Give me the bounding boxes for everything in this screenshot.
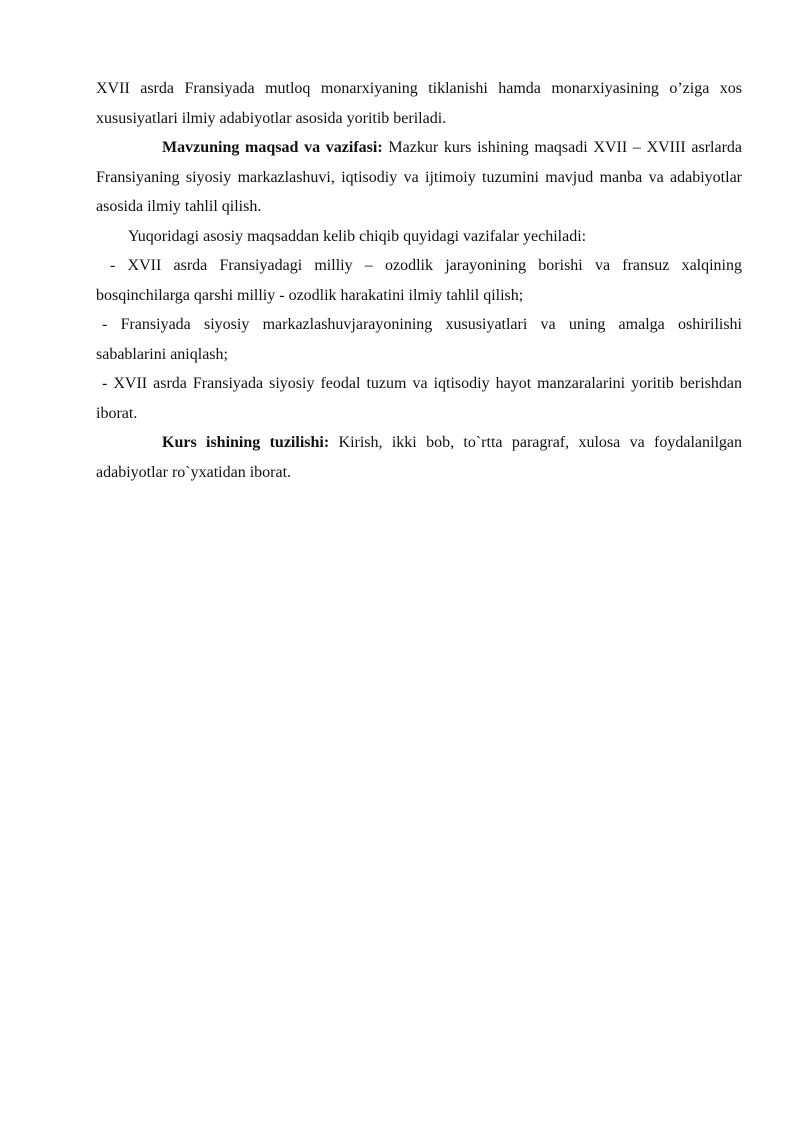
aim-paragraph xyxy=(96,133,742,222)
aim-label: Mavzuning maqsad va vazifasi: xyxy=(162,139,383,156)
structure-paragraph xyxy=(96,428,742,487)
task-item-3: - XVII asrda Fransiyada siyosiy feodal tuzum va iqtisodiy hayot manzaralarini yoritib berishdan iborat. xyxy=(96,375,742,422)
task-item-1: - XVII asrda Fransiyadagi milliy – ozodlik jarayonining borishi va fransuz xalqining bosqinchilarga qarshi milliy - ozodlik harakatini ilmiy tahlil qilish; xyxy=(96,257,742,304)
task-item-2: - Fransiyada siyosiy markazlashuvjarayonining xususiyatlari va uning amalga oshirilishi sabablarini aniqlash; xyxy=(96,316,742,363)
tasks-intro-paragraph: Yuqoridagi asosiy maqsaddan kelib chiqib quyidagi vazifalar yechiladi: xyxy=(128,227,587,245)
structure-label: Kurs ishining tuzilishi: xyxy=(162,434,330,451)
structure-text: Kirish, ikki bob, to`rtta paragraf, xulosa va foydalanilgan adabiyotlar ro`yxatidan iborat. xyxy=(96,434,742,481)
intro-paragraph: XVII asrda Fransiyada mutloq monarxiyaning tiklanishi hamda monarxiyasining o’ziga xos xususiyatlari ilmiy adabiyotlar asosida yoritib beriladi. xyxy=(96,80,742,127)
document-page xyxy=(96,74,742,487)
aim-text: Mazkur kurs ishining maqsadi XVII – XVIII asrlarda Fransiyaning siyosiy markazlashuvi, iqtisodiy va ijtimoiy tuzumini mavjud manba va adabiyotlar asosida ilmiy tahlil qilish. xyxy=(96,139,742,215)
